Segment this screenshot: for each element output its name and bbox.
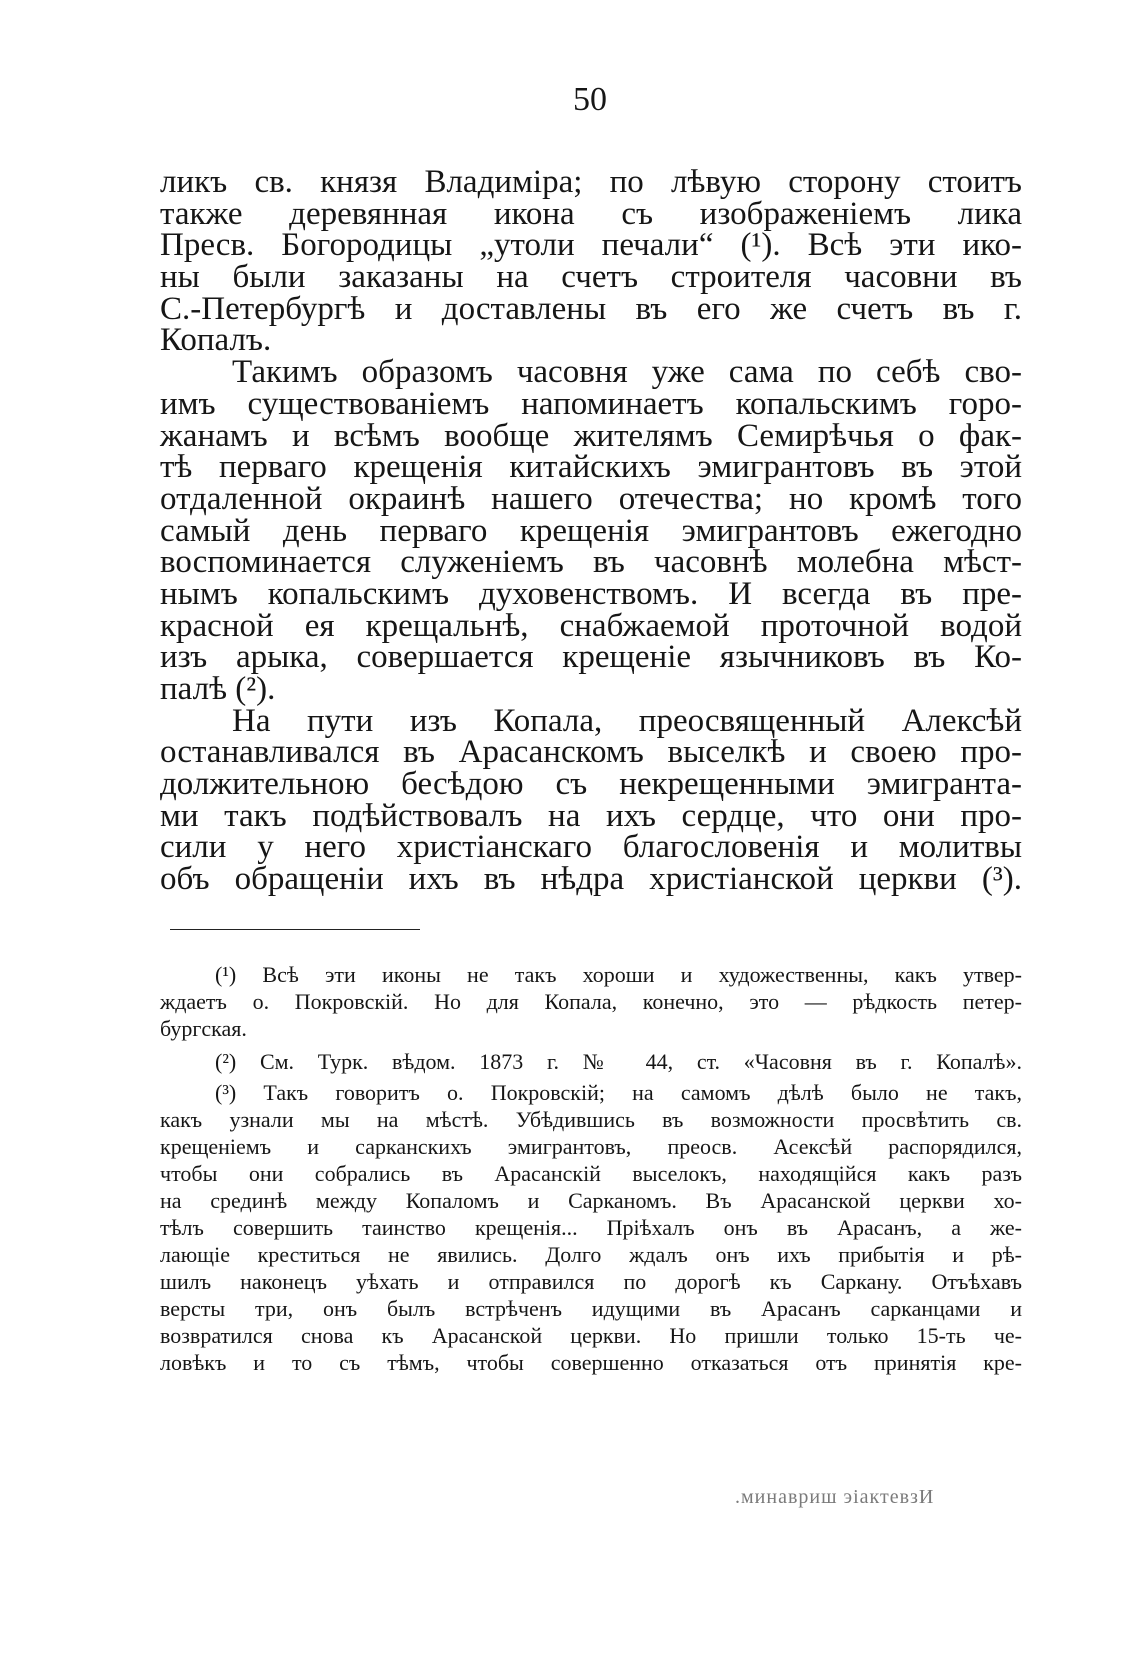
footnote-line: версты три, онъ былъ встрѣченъ идущими въ Арасанъ сарканцами и xyxy=(160,1296,1022,1321)
text-line: объ обращеніи ихъ въ нѣдра христіанской церкви (³). xyxy=(160,861,1022,898)
paragraph xyxy=(160,354,1022,707)
paragraph xyxy=(160,164,1022,359)
text-line: ликъ св. князя Владиміра; по лѣвую сторону стоитъ xyxy=(160,164,1022,200)
text-line: воспоминается служеніемъ въ часовнѣ молебна мѣст- xyxy=(160,544,1022,581)
footnote-line: лающіе креститься не явились. Долго ждалъ онъ ихъ прибытія и рѣ- xyxy=(160,1242,1022,1267)
footnote-line: бургская. xyxy=(160,1016,247,1041)
text-line: нымъ копальскимъ духовенствомъ. И всегда въ пре- xyxy=(160,575,1022,612)
text-line: Такимъ образомъ часовня уже сама по себѣ сво- xyxy=(232,354,1022,391)
footnote-line: на срединѣ между Копаломъ и Сарканомъ. Въ Арасанской церкви хо- xyxy=(160,1188,1022,1213)
text-line: сили у него христіанскаго благословенія и молитвы xyxy=(160,829,1022,866)
bleed-through-text: .минавриш эіактевзИ xyxy=(735,1486,935,1508)
footnote-line: ждаетъ о. Покровскій. Но для Копала, конечно, это — рѣдкость петер- xyxy=(160,989,1022,1014)
text-line: отдаленной окраинѣ нашего отечества; но кромѣ того xyxy=(160,480,1022,517)
text-line: изъ арыка, совершается крещеніе язычниковъ въ Ко- xyxy=(160,639,1022,676)
text-line: ми такъ подѣйствовалъ на ихъ сердце, что они про- xyxy=(160,797,1022,834)
main-text xyxy=(160,164,1022,898)
text-line: останавливался въ Арасанскомъ выселкѣ и своею про- xyxy=(160,734,1022,771)
footnote-line: шилъ наконецъ уѣхать и отправился по дорогѣ къ Саркану. Отъѣхавъ xyxy=(160,1269,1022,1294)
footnote-line: (¹) Всѣ эти иконы не такъ хороши и художественны, какъ утвер- xyxy=(215,962,1022,987)
footnote-line: возвратился снова къ Арасанской церкви. Но пришли только 15-ть че- xyxy=(160,1323,1022,1348)
footnote-line: какъ узнали мы на мѣстѣ. Убѣдившись въ возможности просвѣтить св. xyxy=(160,1107,1022,1132)
footnote-line: ловѣкъ и то съ тѣмъ, чтобы совершенно отказаться отъ принятія кре- xyxy=(160,1350,1022,1375)
text-line: Копалъ. xyxy=(160,322,272,359)
text-line: красной ея крещальнѣ, снабжаемой проточной водой xyxy=(160,607,1022,644)
text-line: тѣ перваго крещенія китайскихъ эмигрантовъ въ этой xyxy=(160,449,1022,486)
footnote-3 xyxy=(160,1079,1022,1376)
text-line: также деревянная икона съ изображеніемъ лика xyxy=(160,195,1022,232)
footnote-line: (³) Такъ говоритъ о. Покровскій; на самомъ дѣлѣ было не такъ, xyxy=(215,1080,1022,1105)
footnote-1 xyxy=(160,961,1022,1042)
text-line: С.-Петербургѣ и доставлены въ его же счетъ въ г. xyxy=(160,290,1022,327)
text-line: имъ существованіемъ напоминаетъ копальскимъ горо- xyxy=(160,385,1022,422)
text-line: На пути изъ Копала, преосвященный Алексѣй xyxy=(232,702,1022,739)
text-line: самый день перваго крещенія эмигрантовъ ежегодно xyxy=(160,512,1022,549)
footnote-line: тѣлъ совершить таинство крещенія... Пріѣхалъ онъ въ Арасанъ, а же- xyxy=(160,1215,1022,1240)
page-number: 50 xyxy=(573,81,607,118)
text-line: Пресв. Богородицы „утоли печали“ (¹). Всѣ эти ико- xyxy=(160,227,1022,264)
footnote-line: чтобы они собрались въ Арасанскій выселокъ, находящійся какъ разъ xyxy=(160,1161,1022,1186)
text-line: ны были заказаны на счетъ строителя часовни въ xyxy=(160,259,1022,296)
footnote-2 xyxy=(160,1048,1022,1075)
footnote-line: крещеніемъ и сарканскихъ эмигрантовъ, преосв. Асексѣй распорядился, xyxy=(160,1134,1022,1159)
paragraph xyxy=(160,702,1022,898)
text-line: жанамъ и всѣмъ вообще жителямъ Семирѣчья о фак- xyxy=(160,417,1022,454)
footnote-rule xyxy=(170,929,420,930)
text-line: палѣ (²). xyxy=(160,671,276,707)
text-line: должительною бесѣдою съ некрещенными эмигранта- xyxy=(160,766,1022,803)
footnote-line: (²) См. Турк. вѣдом. 1873 г. № 44, ст. «Часовня въ г. Копалѣ». xyxy=(215,1049,1022,1074)
